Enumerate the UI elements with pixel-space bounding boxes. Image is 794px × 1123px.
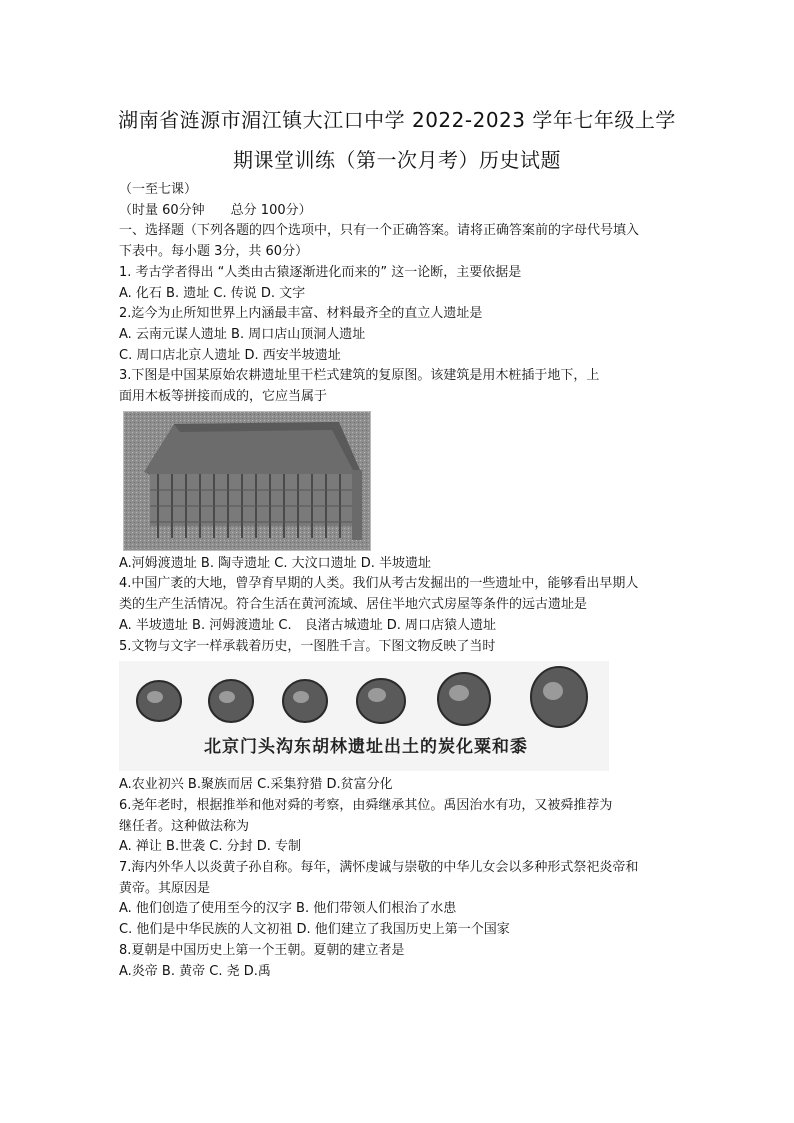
question-3-options: A.河姆渡遗址 B. 陶寺遗址 C. 大汶口遗址 D. 半坡遗址 [119, 555, 431, 571]
question-5-stem: 5.文物与文字一样承载着历史，一图胜千言。下图文物反映了当时 [119, 638, 496, 654]
question-2-stem: 2.迄今为止所知世界上内涵最丰富、材料最齐全的直立人遗址是 [119, 306, 483, 322]
question-1-options: A. 化石 B. 遗址 C. 传说 D. 文字 [119, 285, 306, 301]
exam-title-line-2: 期课堂训练（第一次月考）历史试题 [233, 148, 561, 172]
question-6-options: A. 禅让 B.世袭 C. 分封 D. 专制 [119, 839, 301, 855]
question-8-options: A.炎帝 B. 黄帝 C. 尧 D.禹 [119, 963, 271, 979]
question-3-stem: 面用木板等拼接而成的，它应当属于 [119, 389, 328, 405]
question-6-stem: 6.尧年老时，根据推举和他对舜的考察，由舜继承其位。禹因治水有功，又被舜推荐为 [119, 797, 613, 813]
question-7-stem: 黄帝。其原因是 [119, 880, 211, 896]
question-6-stem: 继任者。这种做法称为 [119, 818, 250, 834]
question-4-options: A. 半坡遗址 B. 河姆渡遗址 C. 良渚古城遗址 D. 周口店猿人遗址 [119, 617, 496, 633]
question-4-stem: 类的生产生活情况。符合生活在黄河流域、居住半地穴式房屋等条件的远古遗址是 [119, 597, 588, 613]
exam-scope: （一至七课） [119, 182, 198, 197]
question-5-options: A.农业初兴 B.聚族而居 C.采集狩猎 D.贫富分化 [119, 777, 393, 793]
section-instruction: 下表中。每小题 3分，共 60分） [119, 244, 309, 260]
question-1-stem: 1. 考古学者得出 “人类由古猿逐渐进化而来的” 这一论断，主要依据是 [119, 264, 522, 280]
question-7-options: A. 他们创造了使用至今的汉字 B. 他们带领人们根治了水患 [119, 901, 457, 917]
question-7-options: C. 他们是中华民族的人文初祖 D. 他们建立了我国历史上第一个国家 [119, 922, 510, 938]
question-7-stem: 7.海内外华人以炎黄子孙自称。每年，满怀虔诚与崇敬的中华儿女会以多种形式祭祀炎帝和 [119, 860, 639, 876]
question-8-stem: 8.夏朝是中国历史上第一个王朝。夏朝的建立者是 [119, 942, 405, 958]
question-2-options: A. 云南元谋人遗址 B. 周口店山顶洞人遗址 [119, 326, 366, 342]
figure-caption: 北京门头沟东胡林遗址出土的炭化粟和黍 [204, 737, 528, 758]
question-3-stem: 3.下图是中国某原始农耕遗址里干栏式建筑的复原图。该建筑是用木桩插于地下，上 [119, 368, 600, 384]
section-instruction: 一、选择题（下列各题的四个选项中，只有一个正确答案。请将正确答案前的字母代号填入 [119, 223, 640, 239]
question-2-options: C. 周口店北京人遗址 D. 西安半坡遗址 [119, 347, 341, 363]
question-4-stem: 4.中国广袤的大地，曾孕育早期的人类。我们从考古发掘出的一些遗址中，能够看出早期人 [119, 576, 639, 592]
exam-time: （时量 60分钟 总分 100分） [119, 202, 312, 218]
exam-content [119, 180, 689, 982]
stilt-house-reconstruction-image [123, 411, 371, 551]
exam-title-line-1: 湖南省涟源市湄江镇大江口中学 2022-2023 学年七年级上学 [118, 108, 676, 132]
carbonized-millet-image [119, 661, 609, 771]
